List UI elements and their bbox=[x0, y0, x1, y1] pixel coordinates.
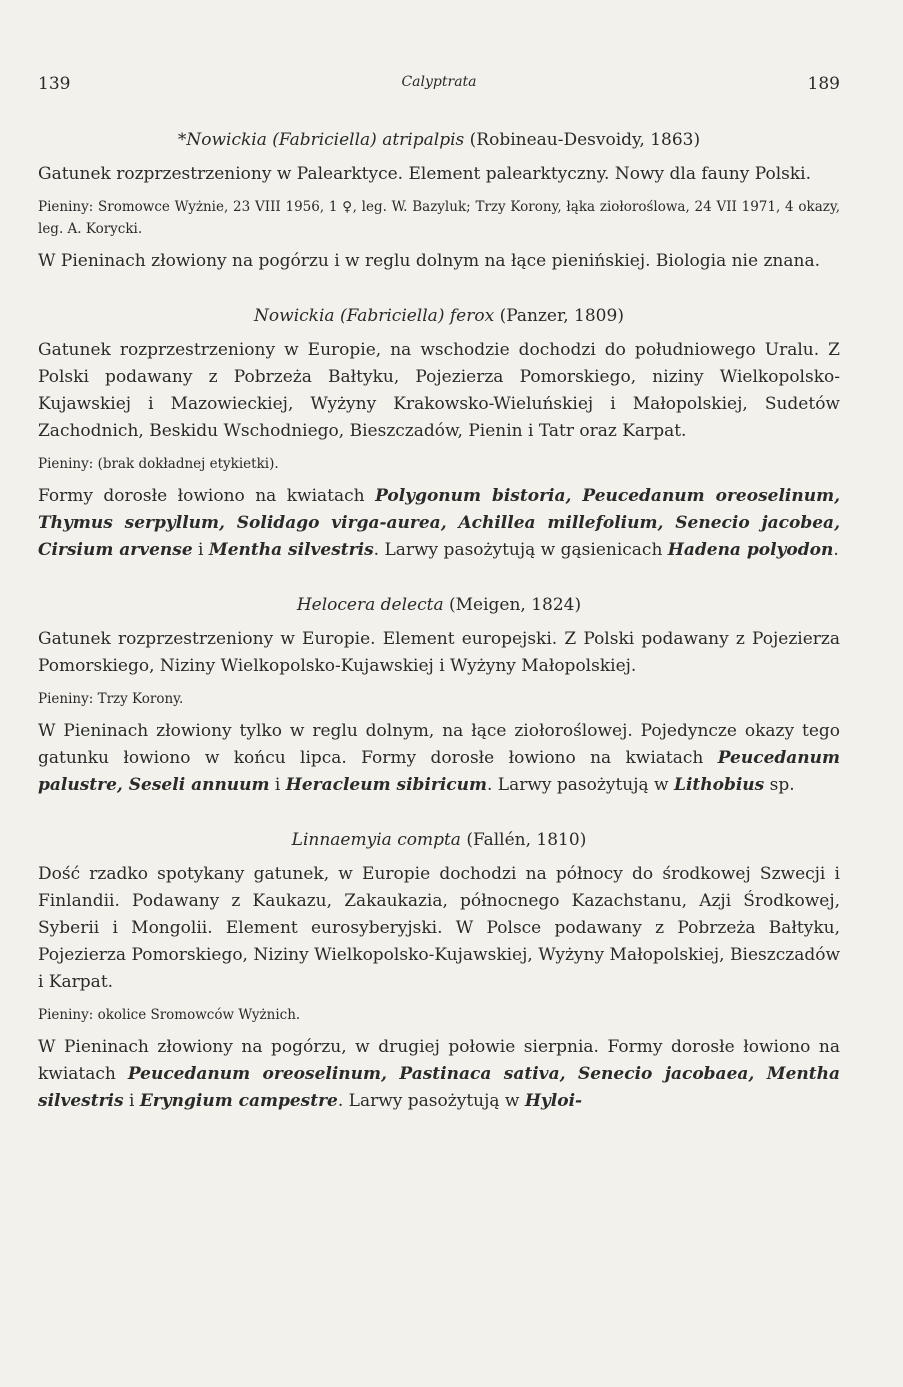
species-title: Nowickia (Fabriciella) ferox (Panzer, 1809) bbox=[254, 306, 624, 326]
running-title: Calyptrata bbox=[401, 74, 477, 90]
species-title: Linnaemyia compta (Fallén, 1810) bbox=[291, 830, 587, 850]
distribution-paragraph: Gatunek rozprzestrzeniony w Europie. Element europejski. Z Polski podawany z Pojezierza Pomorskiego, Niziny Wielkopolsko-Kujawskiej i Wyżyny Małopolskiej. bbox=[38, 629, 840, 676]
biology-paragraph: W Pieninach złowiony na pogórzu i w reglu dolnym na łące pienińskiej. Biologia nie znana. bbox=[38, 251, 820, 271]
page-number-left: 139 bbox=[38, 74, 71, 94]
species-title: Helocera delecta (Meigen, 1824) bbox=[296, 595, 582, 615]
running-header bbox=[38, 74, 840, 98]
distribution-paragraph: Dość rzadko spotykany gatunek, w Europie dochodzi na północy do środkowej Szwecji i Finlandii. Podawany z Kaukazu, Zakaukazia, północnego Kazachstanu, Azji Środkowej, Syberii i Mongolii. Element eurosyberyjski. W Polsce podawany z Pobrzeża Bałtyku, Pojezierza Pomorskiego, Niziny Wielkopolsko-Kujawskiej, Wyżyny Małopolskiej, Bieszczadów i Karpat. bbox=[38, 864, 840, 992]
distribution-paragraph: Gatunek rozprzestrzeniony w Palearktyce. Element palearktyczny. Nowy dla fauny Polski. bbox=[38, 164, 811, 184]
distribution-paragraph: Gatunek rozprzestrzeniony w Europie, na wschodzie dochodzi do południowego Uralu. Z Polski podawany z Pobrzeża Bałtyku, Pojezierza Pomorskiego, niziny Wielkopolsko-Kujawskiej i Mazowieckiej, Wyżyny Krakowsko-Wieluńskiej i Małopolskiej, Sudetów Zachodnich, Beskidu Wschodniego, Bieszczadów, Pienin i Tatr oraz Karpat. bbox=[38, 340, 840, 441]
biology-paragraph: W Pieninach złowiony na pogórzu, w drugiej połowie sierpnia. Formy dorosłe łowiono na kwiatach Peucedanum oreoselinum, Pastinaca sativa, Senecio jacobaea, Mentha silvestris i Eryngium campestre. Larwy pasożytują w Hyloi- bbox=[38, 1037, 840, 1111]
locality-note: Pieniny: okolice Sromowców Wyżnich. bbox=[38, 1007, 301, 1023]
page-number-right: 189 bbox=[807, 74, 840, 94]
page-content bbox=[38, 127, 840, 1115]
biology-paragraph: Formy dorosłe łowiono na kwiatach Polygonum bistoria, Peucedanum oreoselinum, Thymus serpyllum, Solidago virga-aurea, Achillea millefolium, Senecio jacobea, Cirsium arvense i Mentha silvestris. Larwy pasożytują w gąsienicach Hadena polyodon. bbox=[38, 486, 840, 560]
locality-note: Pieniny: Trzy Korony. bbox=[38, 691, 184, 707]
locality-note: Pieniny: (brak dokładnej etykietki). bbox=[38, 456, 279, 472]
species-entry bbox=[38, 303, 840, 564]
biology-paragraph: W Pieninach złowiony tylko w reglu dolnym, na łące ziołoroślowej. Pojedyncze okazy tego gatunku łowiono w końcu lipca. Formy dorosłe łowiono na kwiatach Peucedanum palustre, Seseli annuum i Heracleum sibiricum. Larwy pasożytują w Lithobius sp. bbox=[38, 721, 840, 795]
species-entry bbox=[38, 827, 840, 1115]
locality-note: Pieniny: Sromowce Wyżnie, 23 VIII 1956, 1 ♀, leg. W. Bazyluk; Trzy Korony, łąka ziołoroślowa, 24 VII 1971, 4 okazy, leg. A. Korycki. bbox=[38, 199, 840, 237]
species-entry bbox=[38, 127, 840, 275]
species-title: *Nowickia (Fabriciella) atripalpis (Robineau-Desvoidy, 1863) bbox=[177, 130, 701, 150]
species-entry bbox=[38, 592, 840, 799]
